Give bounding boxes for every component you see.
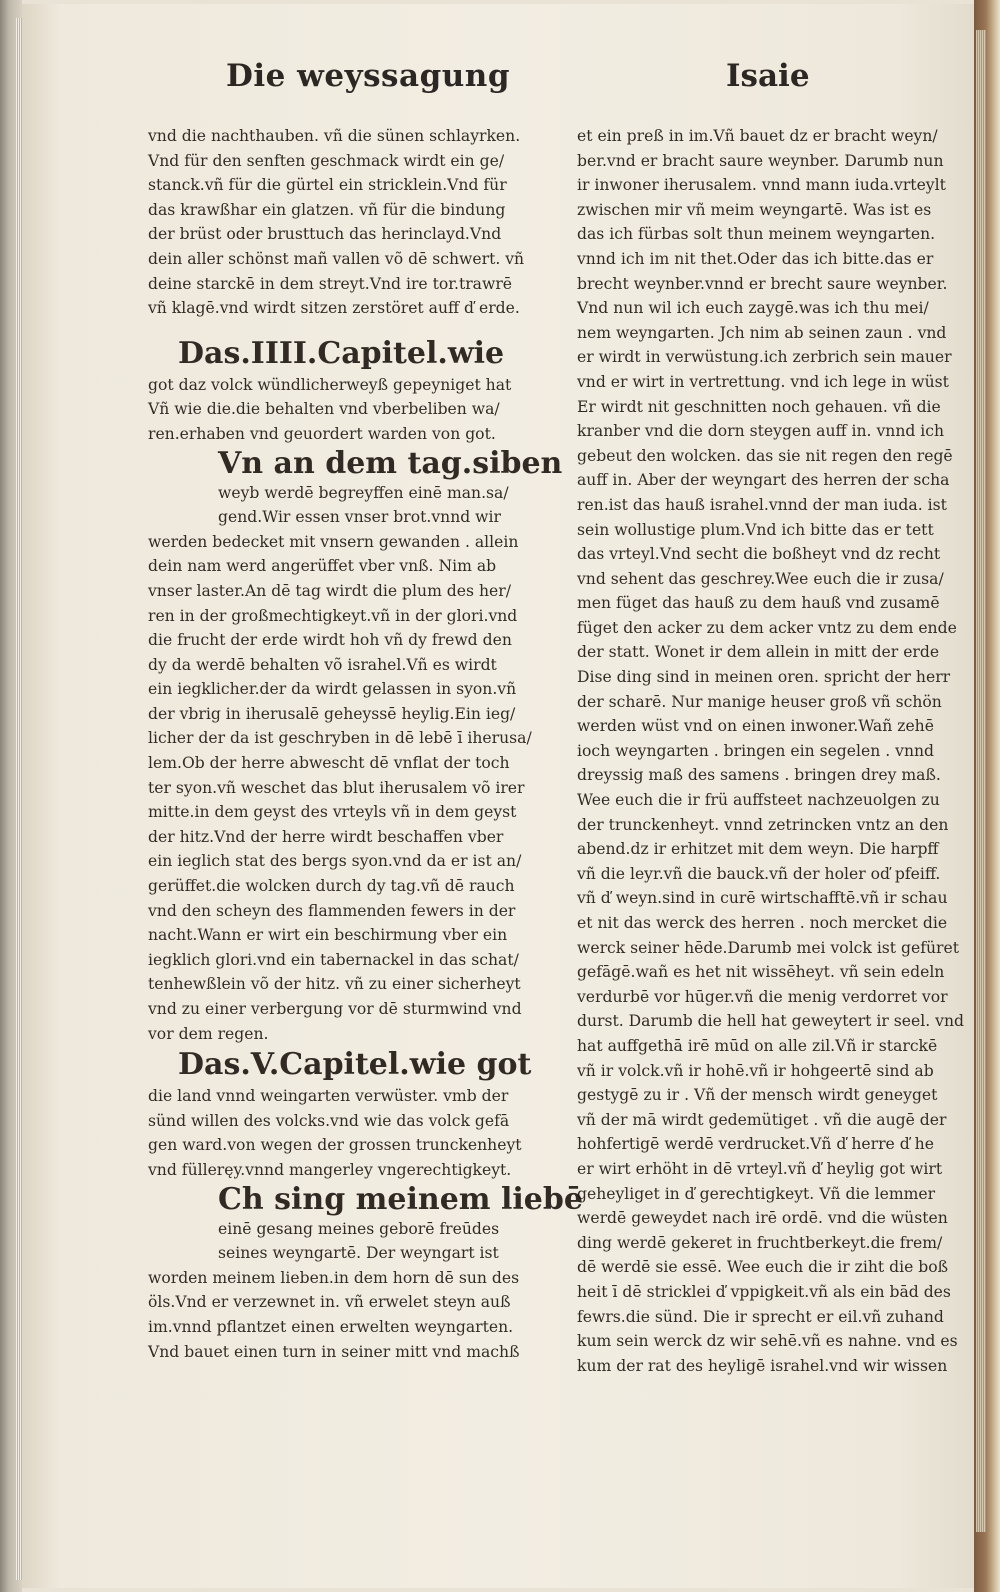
text-line: dy da werdē behalten võ israhel.Vñ es wirdt [148,655,497,674]
text-line: der trunckenheyt. vnnd zetrincken vntz an den [577,815,949,834]
text-line: füget den acker zu dem acker vntz zu dem ende [577,618,957,637]
text-line: die frucht der erde wirdt hoh vñ dy frewd den [148,631,512,650]
text-line: hat auffgethā irē mūd on alle zil.Vñ ir starckē [577,1036,938,1055]
text-line: vnd sehent das geschrey.Wee euch die ir zusa/ [577,569,944,588]
text-line: der hitz.Vnd der herre wirdt beschaffen vber [148,827,504,846]
chapter-4-heading: Das.IIII.Capitel.wie [178,335,505,371]
text-line: im.vnnd pflantzet einen erwelten weyngarten. [148,1317,514,1336]
text-line: dein aller schönst mañ vallen võ dē schwert. vñ [148,249,525,268]
section-gap [148,321,518,335]
text-line: vnd die nachthauben. vñ die sünen schlayrken. [148,127,521,145]
text-line: lem.Ob der herre abwescht dē vnflat der toch [148,754,510,773]
text-line: er wirdt in verwüstung.ich zerbrich sein mauer [577,348,952,367]
text-line: vñ klagē.vnd wirdt sitzen zerstöret auff ď erde. [148,299,520,318]
text-line: men füget das hauß zu dem hauß vnd zusamē [577,594,940,613]
text-line: gestygē zu ir . Vñ der mensch wirdt geneyget [577,1086,938,1105]
chapter-summary-line: gen ward.von wegen der grossen trunckenheyt [148,1136,522,1155]
text-line: iegklich glori.vnd ein tabernackel in das schat/ [148,950,519,969]
text-line: dē werdē sie essē. Wee euch die ir ziht die boß [577,1258,949,1277]
text-line: einē gesang meines geborē freūdes [218,1219,500,1238]
chapter-summary-line: vnd fülleręy.vnnd mangerley vngerechtigkeyt. [148,1160,512,1179]
text-line: Vnd nun wil ich euch zaygē.was ich thu mei/ [577,299,929,318]
chapter-5-opening-line: Ch sing meinem liebē [218,1181,583,1217]
text-line: vor dem regen. [148,1024,269,1043]
chapter-summary-line: got daz volck wündlicherweyß gepeyniget hat [148,375,512,394]
text-line: er wirt erhöht in dē vrteyl.vñ ď heylig got wirt [577,1159,943,1178]
chapter-5-heading: Das.V.Capitel.wie got [178,1047,532,1083]
text-line: ren in der großmechtigkeyt.vñ in der glori.vnd [148,606,518,625]
book-page-edges [974,0,1000,1592]
text-line: der vbrig in iherusalē geheyssē heylig.Ein ieg/ [148,704,516,723]
text-line: der scharē. Nur manige heuser groß vñ schön [577,692,942,711]
text-line: Er wirdt nit geschnitten noch gehauen. vñ die [577,397,941,416]
left-text-column [148,124,583,1364]
text-line: öls.Vnd er verzewnet in. vñ erwelet steyn auß [148,1293,511,1312]
text-line: auff in. Aber der weyngart des herren der scha [577,471,950,490]
text-line: Vnd für den senften geschmack wirdt ein ge/ [148,151,505,170]
text-line: deine starckē in dem streyt.Vnd ire tor.trawrē [148,274,513,293]
text-line: geheyliget in ď gerechtigkeyt. Vñ die lemmer [577,1184,936,1203]
text-line: et ein preß in im.Vñ bauet dz er bracht weyn/ [577,127,938,145]
text-line: ter syon.vñ weschet das blut iherusalem võ irer [148,778,525,797]
text-line: weyb werdē begreyffen einē man.sa/ [218,483,509,502]
text-line: brecht weynber.vnnd er brecht saure weynber. [577,274,948,293]
text-line: kum sein werck dz wir sehē.vñ es nahne. vnd es [577,1332,958,1351]
text-line: das ich fürbas solt thun meinem weyngarten. [577,225,936,244]
text-line: gefāgē.wañ es het nit wissēheyt. vñ sein edeln [577,963,945,982]
text-line: mitte.in dem geyst des vrteyls vñ in dem geyst [148,803,517,822]
text-line: fewrs.die sünd. Die ir sprecht er eil.vñ zuhand [577,1307,944,1326]
text-line: gebeut den wolcken. das sie nit regen den regē [577,446,953,465]
running-head-left: Die weyssagung [226,58,511,94]
text-line: vnd den scheyn des flammenden fewers in der [148,901,516,920]
text-line: das krawßhar ein glatzen. vñ für die bindung [148,200,506,219]
chapter-summary-line: Vñ wie die.die behalten vnd vberbeliben wa/ [148,400,500,419]
text-line: seines weyngartē. Der weyngart ist [218,1244,499,1263]
text-line: licher der da ist geschryben in dē lebē ī iherusa/ [148,729,532,748]
text-line: et nit das werck des herren . noch mercket die [577,914,948,932]
text-line: vnser laster.An dē tag wirdt die plum des her/ [148,581,511,600]
running-head-right: Isaie [726,58,810,94]
text-line: Wee euch die ir frü auffsteet nachzeuolgen zu [577,791,940,810]
text-line: gend.Wir essen vnser brot.vnnd wir [218,508,501,527]
text-line: heit ī dē stricklei ď vppigkeit.vñ als ein bād des [577,1282,951,1301]
text-line: vñ der mā wirdt gedemütiget . vñ die augē der [577,1110,947,1129]
text-line: vñ ir volck.vñ ir hohē.vñ ir hohgeertē sind ab [577,1061,934,1080]
text-line: nacht.Wann er wirt ein beschirmung vber ein [148,926,508,945]
text-line: kum der rat des heyligē israhel.vnd wir wissen [577,1356,948,1375]
text-line: ren.ist das hauß israhel.vnnd der man iuda. ist [577,495,947,514]
chapter-summary-line: die land vnnd weingarten verwüster. vmb der [148,1087,509,1106]
right-text-column [577,124,964,1378]
text-line: werden bedecket mit vnsern gewanden . allein [148,532,519,551]
text-line: ir inwoner iherusalem. vnnd mann iuda.vrteylt [577,176,946,195]
running-head [150,58,940,102]
text-line: dreyssig maß des samens . bringen drey maß. [577,766,941,785]
text-line: stanck.vñ für die gürtel ein stricklein.Vnd für [148,176,507,195]
book-binding-left [0,0,22,1592]
text-line: ein ieglich stat des bergs syon.vnd da er ist an/ [148,852,522,871]
text-line: werden wüst vnd on einen inwoner.Wañ zehē [577,717,934,736]
text-line: ber.vnd er bracht saure weynber. Darumb nun [577,151,944,170]
text-line: tenhewßlein võ der hitz. vñ zu einer sicherheyt [148,975,521,994]
text-line: vnd zu einer verbergung vor dē sturmwind vnd [148,1000,522,1018]
text-line: verdurbē vor hūger.vñ die menig verdorret vor [577,987,948,1006]
text-line: werdē geweydet nach irē ordē. vnd die wüsten [577,1209,948,1228]
chapter-summary-line: sünd willen des volcks.vnd wie das volck gefā [148,1111,510,1130]
text-line: hohfertigē werdē verdrucket.Vñ ď herre ď he [577,1135,934,1154]
text-line: Dise ding sind in meinen oren. spricht der herr [577,668,951,687]
text-line: das vrteyl.Vnd secht die boßheyt vnd dz recht [577,545,941,564]
text-line: vnd er wirt in vertrettung. vnd ich lege in wüst [577,372,949,391]
text-line: vñ die leyr.vñ die bauck.vñ der holer oď pfeiff. [577,864,941,883]
text-line: worden meinem lieben.in dem horn dē sun des [148,1268,520,1287]
text-line: durst. Darumb die hell hat geweytert ir seel. vnd [577,1012,964,1031]
text-line: kranber vnd die dorn steygen auff in. vnnd ich [577,422,945,441]
text-line: vnnd ich im nit thet.Oder das ich bitte.das er [577,249,934,268]
text-line: Vnd bauet einen turn in seiner mitt vnd machß [148,1342,520,1361]
text-line: abend.dz ir erhitzet mit dem weyn. Die harpff [577,840,939,859]
chapter-summary-line: ren.erhaben vnd geuordert warden von got. [148,424,496,443]
text-line: sein wollustige plum.Vnd ich bitte das er tett [577,520,934,539]
text-line: dein nam werd angerüffet vber vnß. Nim ab [148,557,497,576]
text-line: nem weyngarten. Jch nim ab seinen zaun . vnd [577,323,947,342]
text-line: ding werdē gekeret in fruchtberkeyt.die frem/ [577,1233,943,1252]
text-line: werck seiner hēde.Darumb mei volck ist gefüret [577,938,960,957]
text-line: vñ ď weyn.sind in curē wirtschafftē.vñ ir schau [577,889,948,908]
text-line: zwischen mir vñ meim weyngartē. Was ist es [577,200,932,219]
text-line: der statt. Wonet ir dem allein in mitt der erde [577,643,940,662]
text-line: ein iegklicher.der da wirdt gelassen in syon.vñ [148,680,517,699]
text-line: ioch weyngarten . bringen ein segelen . vnnd [577,741,935,760]
text-line: der brüst oder brusttuch das herinclayd.Vnd [148,225,502,244]
chapter-4-opening-line: Vn an dem tag.siben [218,445,563,481]
text-line: gerüffet.die wolcken durch dy tag.vñ dē rauch [148,877,515,896]
